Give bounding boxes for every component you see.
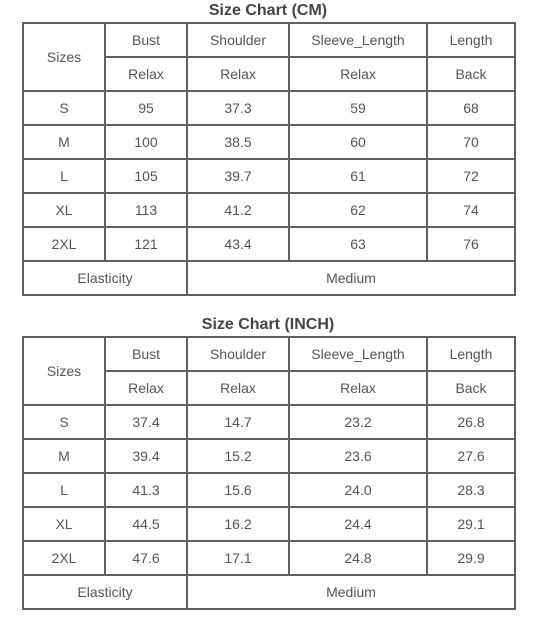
shoulder-cell: 17.1 bbox=[187, 541, 289, 575]
subheader-length: Back bbox=[427, 57, 515, 91]
bust-cell: 100 bbox=[105, 125, 187, 159]
bust-cell: 105 bbox=[105, 159, 187, 193]
size-chart-inch-table bbox=[22, 336, 516, 610]
elasticity-value: Medium bbox=[187, 261, 515, 295]
size-cell: S bbox=[23, 405, 105, 439]
table-row bbox=[23, 507, 515, 541]
shoulder-cell: 38.5 bbox=[187, 125, 289, 159]
subheader-sleeve-length: Relax bbox=[289, 371, 427, 405]
table-row bbox=[23, 541, 515, 575]
subheader-bust: Relax bbox=[105, 57, 187, 91]
sizes-header: Sizes bbox=[23, 23, 105, 91]
table-row bbox=[23, 91, 515, 125]
sleeve-length-cell: 24.8 bbox=[289, 541, 427, 575]
size-cell: S bbox=[23, 91, 105, 125]
shoulder-cell: 16.2 bbox=[187, 507, 289, 541]
length-cell: 68 bbox=[427, 91, 515, 125]
length-cell: 74 bbox=[427, 193, 515, 227]
subheader-shoulder: Relax bbox=[187, 371, 289, 405]
table-header-row bbox=[23, 23, 515, 57]
table-row bbox=[23, 159, 515, 193]
size-cell: XL bbox=[23, 507, 105, 541]
shoulder-cell: 43.4 bbox=[187, 227, 289, 261]
sleeve-length-cell: 24.4 bbox=[289, 507, 427, 541]
size-chart-inch-title: Size Chart (INCH) bbox=[201, 316, 335, 333]
elasticity-row bbox=[23, 575, 515, 609]
bust-cell: 113 bbox=[105, 193, 187, 227]
size-cell: XL bbox=[23, 193, 105, 227]
column-header-length: Length bbox=[427, 337, 515, 371]
subheader-bust: Relax bbox=[105, 371, 187, 405]
size-chart-cm-title: Size Chart (CM) bbox=[208, 2, 328, 19]
column-header-length: Length bbox=[427, 23, 515, 57]
size-chart-cm-table bbox=[22, 22, 516, 296]
size-cell: L bbox=[23, 473, 105, 507]
length-cell: 29.9 bbox=[427, 541, 515, 575]
bust-cell: 37.4 bbox=[105, 405, 187, 439]
table-row bbox=[23, 473, 515, 507]
size-cell: L bbox=[23, 159, 105, 193]
bust-cell: 121 bbox=[105, 227, 187, 261]
bust-cell: 41.3 bbox=[105, 473, 187, 507]
length-cell: 72 bbox=[427, 159, 515, 193]
elasticity-row bbox=[23, 261, 515, 295]
table-row bbox=[23, 227, 515, 261]
sleeve-length-cell: 62 bbox=[289, 193, 427, 227]
subheader-shoulder: Relax bbox=[187, 57, 289, 91]
column-header-shoulder: Shoulder bbox=[187, 337, 289, 371]
column-header-sleeve-length: Sleeve_Length bbox=[289, 337, 427, 371]
column-header-sleeve-length: Sleeve_Length bbox=[289, 23, 427, 57]
size-cell: 2XL bbox=[23, 227, 105, 261]
table-row bbox=[23, 125, 515, 159]
elasticity-label: Elasticity bbox=[23, 261, 187, 295]
shoulder-cell: 14.7 bbox=[187, 405, 289, 439]
table-header-row bbox=[23, 337, 515, 371]
sleeve-length-cell: 23.2 bbox=[289, 405, 427, 439]
shoulder-cell: 37.3 bbox=[187, 91, 289, 125]
bust-cell: 39.4 bbox=[105, 439, 187, 473]
sizes-header: Sizes bbox=[23, 337, 105, 405]
length-cell: 76 bbox=[427, 227, 515, 261]
size-cell: M bbox=[23, 439, 105, 473]
column-header-shoulder: Shoulder bbox=[187, 23, 289, 57]
shoulder-cell: 41.2 bbox=[187, 193, 289, 227]
sleeve-length-cell: 59 bbox=[289, 91, 427, 125]
column-header-bust: Bust bbox=[105, 23, 187, 57]
elasticity-label: Elasticity bbox=[23, 575, 187, 609]
subheader-length: Back bbox=[427, 371, 515, 405]
length-cell: 26.8 bbox=[427, 405, 515, 439]
shoulder-cell: 15.2 bbox=[187, 439, 289, 473]
shoulder-cell: 15.6 bbox=[187, 473, 289, 507]
bust-cell: 47.6 bbox=[105, 541, 187, 575]
size-cell: M bbox=[23, 125, 105, 159]
length-cell: 27.6 bbox=[427, 439, 515, 473]
column-header-bust: Bust bbox=[105, 337, 187, 371]
sleeve-length-cell: 63 bbox=[289, 227, 427, 261]
length-cell: 29.1 bbox=[427, 507, 515, 541]
bust-cell: 95 bbox=[105, 91, 187, 125]
size-cell: 2XL bbox=[23, 541, 105, 575]
length-cell: 28.3 bbox=[427, 473, 515, 507]
subheader-sleeve-length: Relax bbox=[289, 57, 427, 91]
sleeve-length-cell: 60 bbox=[289, 125, 427, 159]
length-cell: 70 bbox=[427, 125, 515, 159]
table-row bbox=[23, 439, 515, 473]
bust-cell: 44.5 bbox=[105, 507, 187, 541]
table-row bbox=[23, 405, 515, 439]
shoulder-cell: 39.7 bbox=[187, 159, 289, 193]
sleeve-length-cell: 24.0 bbox=[289, 473, 427, 507]
sleeve-length-cell: 23.6 bbox=[289, 439, 427, 473]
sleeve-length-cell: 61 bbox=[289, 159, 427, 193]
elasticity-value: Medium bbox=[187, 575, 515, 609]
table-row bbox=[23, 193, 515, 227]
